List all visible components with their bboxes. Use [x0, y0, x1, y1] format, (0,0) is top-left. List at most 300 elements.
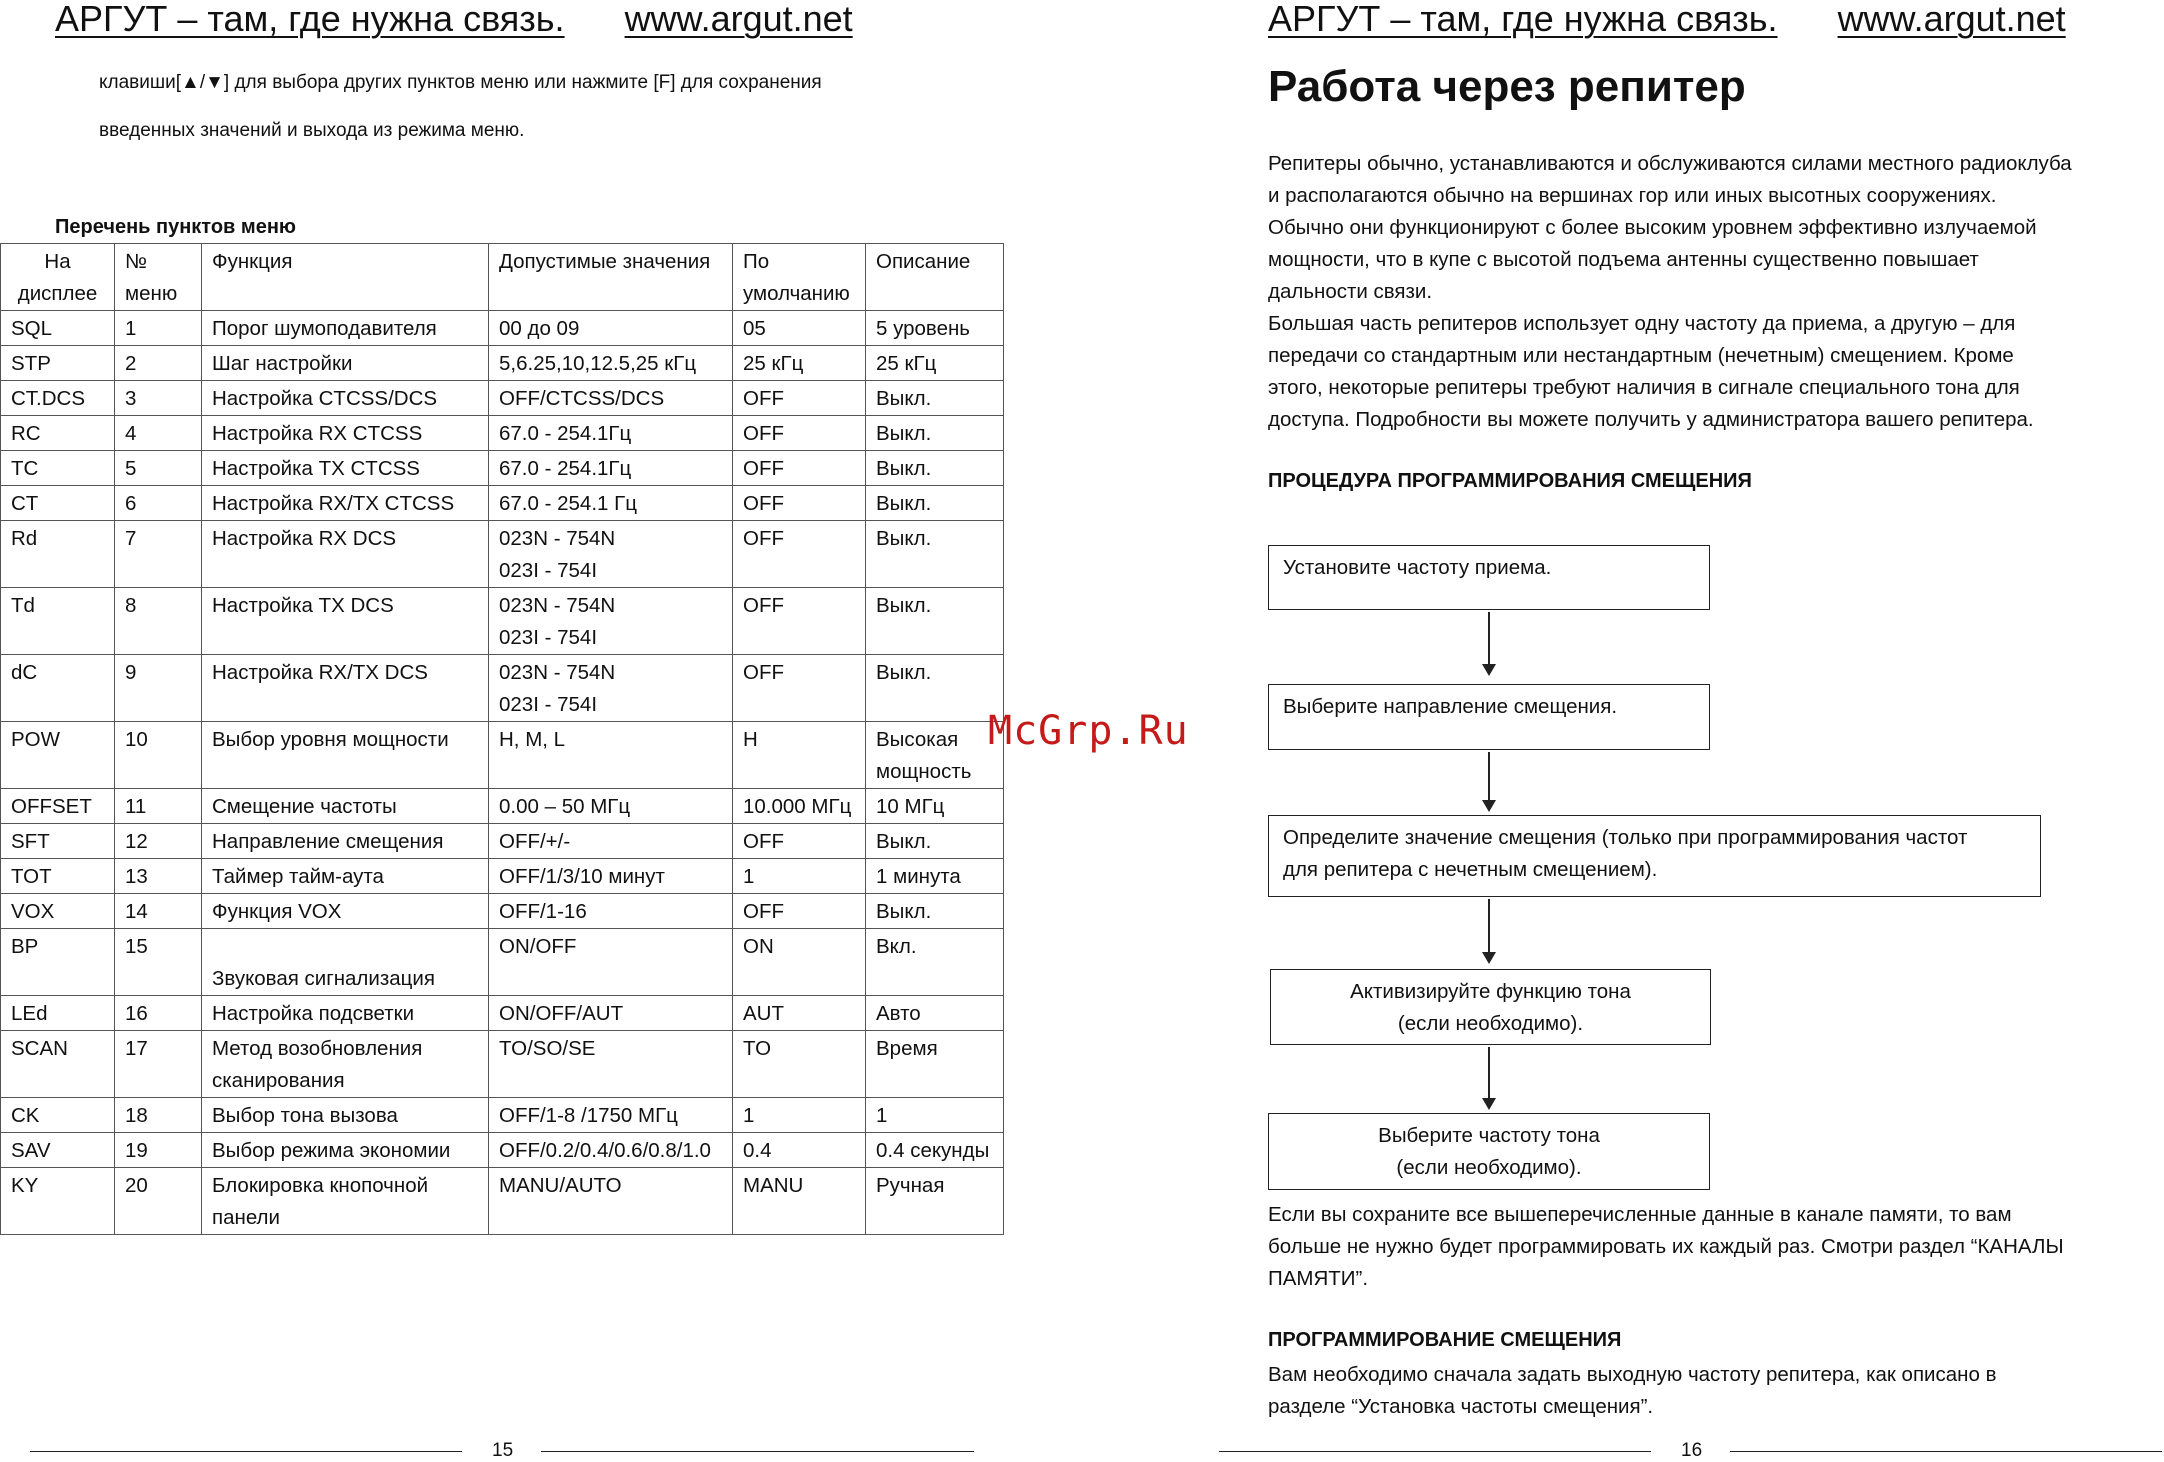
cell-line: ON — [743, 935, 774, 958]
cell-line: 10.000 МГц — [743, 795, 852, 818]
cell-line: OFF — [743, 422, 784, 445]
cell-description — [866, 996, 1004, 1031]
page-number: 15 — [492, 1440, 514, 1461]
cell-default — [733, 1133, 866, 1168]
footer-rule-left — [1219, 1451, 1651, 1452]
cell-default — [733, 722, 866, 789]
cell-line: Выкл. — [876, 492, 932, 515]
menu-list-title: Перечень пунктов меню — [55, 216, 296, 238]
cell-line: мощность — [876, 760, 972, 783]
flow-step-text: Выберите частоту тона — [1378, 1124, 1600, 1147]
cell-values — [489, 521, 733, 588]
cell-line: 14 — [125, 900, 148, 923]
cell-default — [733, 1168, 866, 1235]
column-header — [202, 244, 489, 311]
cell-line: Настройка CTCSS/DCS — [212, 387, 438, 410]
table-row — [1, 894, 1004, 929]
cell-description — [866, 789, 1004, 824]
cell-menu-number — [115, 1031, 202, 1098]
cell-menu-number — [115, 521, 202, 588]
column-header — [733, 244, 866, 311]
cell-values — [489, 1031, 733, 1098]
cell-line: MANU/AUTO — [499, 1174, 622, 1197]
cell-line: 1 минута — [876, 865, 961, 888]
cell-line: 25 кГц — [743, 352, 804, 375]
cell-line: CK — [11, 1104, 40, 1127]
table-row — [1, 521, 1004, 588]
cell-function — [202, 894, 489, 929]
cell-description — [866, 722, 1004, 789]
flow-step-text: (если необходимо). — [1396, 1156, 1582, 1179]
cell-function — [202, 722, 489, 789]
column-header — [866, 244, 1004, 311]
watermark: McGrp.Ru — [988, 708, 1189, 754]
cell-line: Выбор тона вызова — [212, 1104, 398, 1127]
cell-line: 023N - 754N — [499, 594, 616, 617]
cell-function — [202, 311, 489, 346]
cell-line: dC — [11, 661, 38, 684]
footer-rule-right — [541, 1451, 974, 1452]
cell-line: ON/OFF — [499, 935, 577, 958]
cell-line: OFF/CTCSS/DCS — [499, 387, 665, 410]
cell-default — [733, 381, 866, 416]
cell-default — [733, 451, 866, 486]
cell-line: 6 — [125, 492, 137, 515]
table-row — [1, 416, 1004, 451]
cell-function — [202, 381, 489, 416]
cell-description — [866, 894, 1004, 929]
cell-default — [733, 346, 866, 381]
cell-display — [1, 311, 115, 346]
table-row — [1, 451, 1004, 486]
cell-line: 0.4 секунды — [876, 1139, 990, 1162]
cell-line: OFF — [743, 900, 784, 923]
cell-line: На — [44, 250, 71, 273]
cell-default — [733, 486, 866, 521]
table-row — [1, 1168, 1004, 1235]
paragraph-line: мощности, что в купе с высотой подъема антенны существенно повышает — [1268, 248, 1979, 271]
cell-default — [733, 996, 866, 1031]
cell-line: 3 — [125, 387, 137, 410]
flow-arrow — [1488, 612, 1490, 674]
cell-line: Описание — [876, 250, 971, 273]
cell-display — [1, 521, 115, 588]
cell-values — [489, 859, 733, 894]
cell-line: OFF — [743, 492, 784, 515]
cell-menu-number — [115, 1133, 202, 1168]
paragraph-line: Репитеры обычно, устанавливаются и обслуживаются силами местного радиоклуба — [1268, 152, 2072, 175]
cell-line: KY — [11, 1174, 39, 1197]
cell-line: Настройка RX/TX CTCSS — [212, 492, 455, 515]
cell-line: Настройка TX CTCSS — [212, 457, 420, 480]
cell-menu-number — [115, 451, 202, 486]
flow-step-text: Активизируйте функцию тона — [1350, 980, 1631, 1003]
table-row — [1, 486, 1004, 521]
intro-line-1: клавиши[▲/▼] для выбора других пунктов меню или нажмите [F] для сохранения — [99, 72, 822, 93]
cell-line: Настройка RX DCS — [212, 527, 397, 550]
paragraph-line: доступа. Подробности вы можете получить у администратора вашего репитера. — [1268, 408, 2034, 431]
cell-function — [202, 859, 489, 894]
cell-values — [489, 996, 733, 1031]
cell-description — [866, 1031, 1004, 1098]
cell-line: 17 — [125, 1037, 148, 1060]
cell-display — [1, 929, 115, 996]
cell-display — [1, 486, 115, 521]
cell-function — [202, 789, 489, 824]
paragraph-line: этого, некоторые репитеры требуют наличия в сигнале специального тона для — [1268, 376, 2020, 399]
paragraph-line: Большая часть репитеров использует одну частоту да приема, а другую – для — [1268, 312, 2016, 335]
cell-description — [866, 859, 1004, 894]
table-row — [1, 789, 1004, 824]
cell-line: OFF/+/- — [499, 830, 571, 853]
cell-line: SFT — [11, 830, 50, 853]
cell-line: 023I - 754I — [499, 626, 598, 649]
cell-description — [866, 1168, 1004, 1235]
cell-function — [202, 996, 489, 1031]
cell-line: 2 — [125, 352, 137, 375]
cell-line: RC — [11, 422, 41, 445]
cell-line: Настройка RX/TX DCS — [212, 661, 428, 684]
page-header — [55, 0, 853, 38]
cell-line: 67.0 - 254.1 Гц — [499, 492, 637, 515]
cell-line: панели — [212, 1206, 280, 1229]
cell-values — [489, 789, 733, 824]
cell-menu-number — [115, 1168, 202, 1235]
flow-step-text: Выберите направление смещения. — [1283, 695, 1618, 718]
cell-menu-number — [115, 381, 202, 416]
table-row — [1, 824, 1004, 859]
cell-line: № — [125, 250, 147, 273]
cell-line: OFFSET — [11, 795, 92, 818]
cell-line: умолчанию — [743, 282, 850, 305]
footer-rule-left — [30, 1451, 462, 1452]
cell-line: 10 — [125, 728, 148, 751]
cell-line: Выкл. — [876, 594, 932, 617]
cell-line: OFF — [743, 457, 784, 480]
cell-values — [489, 416, 733, 451]
cell-display — [1, 451, 115, 486]
cell-display — [1, 789, 115, 824]
cell-line: 13 — [125, 865, 148, 888]
cell-line: Выкл. — [876, 422, 932, 445]
cell-line: ON/OFF/AUT — [499, 1002, 624, 1025]
cell-line: OFF — [743, 387, 784, 410]
cell-line: сканирования — [212, 1069, 345, 1092]
cell-line: 15 — [125, 935, 148, 958]
cell-function — [202, 1031, 489, 1098]
cell-description — [866, 655, 1004, 722]
cell-line: 67.0 - 254.1Гц — [499, 422, 632, 445]
cell-line: Метод возобновления — [212, 1037, 423, 1060]
cell-menu-number — [115, 655, 202, 722]
column-header — [489, 244, 733, 311]
cell-line: 023I - 754I — [499, 693, 598, 716]
cell-function — [202, 521, 489, 588]
cell-default — [733, 1098, 866, 1133]
cell-line: Функция VOX — [212, 900, 342, 923]
cell-menu-number — [115, 859, 202, 894]
cell-line: SQL — [11, 317, 53, 340]
cell-line: Высокая — [876, 728, 959, 751]
cell-description — [866, 824, 1004, 859]
cell-line: 67.0 - 254.1Гц — [499, 457, 632, 480]
cell-line: VOX — [11, 900, 55, 923]
cell-line: 5 — [125, 457, 137, 480]
paragraph-line: Обычно они функционируют с более высоким уровнем эффективно излучаемой — [1268, 216, 2037, 239]
cell-description — [866, 311, 1004, 346]
cell-values — [489, 588, 733, 655]
paragraph-line: Если вы сохраните все вышеперечисленные данные в канале памяти, то вам — [1268, 1203, 2012, 1226]
cell-display — [1, 655, 115, 722]
cell-description — [866, 381, 1004, 416]
cell-function — [202, 588, 489, 655]
flow-step-1 — [1268, 545, 1710, 610]
cell-line: 19 — [125, 1139, 148, 1162]
cell-line: 5 уровень — [876, 317, 970, 340]
cell-line: Авто — [876, 1002, 921, 1025]
table-row — [1, 859, 1004, 894]
table-row — [1, 1133, 1004, 1168]
page-number: 16 — [1681, 1440, 1703, 1461]
header-text: АРГУТ – там, где нужна связь. — [55, 0, 565, 39]
flow-step-text: Установите частоту приема. — [1283, 556, 1552, 579]
cell-values — [489, 311, 733, 346]
cell-values — [489, 486, 733, 521]
flow-step-text: для репитера с нечетным смещением). — [1283, 858, 1658, 881]
cell-function — [202, 1098, 489, 1133]
cell-line: 023I - 754I — [499, 559, 598, 582]
cell-values — [489, 929, 733, 996]
paragraph-line: передачи со стандартным или нестандартным (нечетным) смещением. Кроме — [1268, 344, 2014, 367]
cell-line: CT — [11, 492, 39, 515]
header-url[interactable]: www.argut.net — [624, 0, 853, 39]
flow-step-5 — [1268, 1113, 1710, 1190]
cell-values — [489, 655, 733, 722]
cell-line: CT.DCS — [11, 387, 86, 410]
section-heading-offset: ПРОГРАММИРОВАНИЕ СМЕЩЕНИЯ — [1268, 1329, 1622, 1351]
cell-line: 11 — [125, 795, 147, 818]
cell-description — [866, 346, 1004, 381]
cell-default — [733, 588, 866, 655]
cell-line: Смещение частоты — [212, 795, 397, 818]
flow-step-2 — [1268, 684, 1710, 750]
cell-values — [489, 1098, 733, 1133]
flow-step-text: Определите значение смещения (только при программирования частот — [1283, 826, 1968, 849]
paragraph-line: Вам необходимо сначала задать выходную частоту репитера, как описано в — [1268, 1363, 1997, 1386]
cell-menu-number — [115, 929, 202, 996]
cell-values — [489, 1168, 733, 1235]
cell-display — [1, 1168, 115, 1235]
cell-default — [733, 655, 866, 722]
cell-line: 10 МГц — [876, 795, 945, 818]
cell-default — [733, 311, 866, 346]
cell-line: 9 — [125, 661, 137, 684]
cell-line: 1 — [743, 865, 755, 888]
paragraph-line: больше не нужно будет программировать их каждый раз. Смотри раздел “КАНАЛЫ — [1268, 1235, 2064, 1258]
cell-line: 023N - 754N — [499, 661, 616, 684]
footer-rule-right — [1730, 1451, 2162, 1452]
cell-description — [866, 521, 1004, 588]
table-row — [1, 996, 1004, 1031]
cell-line: Таймер тайм-аута — [212, 865, 384, 888]
cell-line: H, M, L — [499, 728, 566, 751]
cell-line: Порог шумоподавителя — [212, 317, 437, 340]
table-row — [1, 588, 1004, 655]
cell-line: По — [743, 250, 770, 273]
cell-values — [489, 381, 733, 416]
cell-line: 0.4 — [743, 1139, 772, 1162]
cell-menu-number — [115, 311, 202, 346]
cell-line: Настройка RX CTCSS — [212, 422, 423, 445]
cell-line: STP — [11, 352, 51, 375]
cell-description — [866, 1098, 1004, 1133]
flow-arrow — [1488, 899, 1490, 962]
cell-line: Ручная — [876, 1174, 945, 1197]
cell-line: Время — [876, 1037, 938, 1060]
header-url[interactable]: www.argut.net — [1837, 0, 2066, 39]
cell-default — [733, 824, 866, 859]
cell-line: Функция — [212, 250, 293, 273]
cell-line: 18 — [125, 1104, 148, 1127]
cell-default — [733, 789, 866, 824]
cell-line: 0.00 – 50 МГц — [499, 795, 631, 818]
table-row — [1, 311, 1004, 346]
cell-function — [202, 416, 489, 451]
cell-default — [733, 1031, 866, 1098]
cell-line: Td — [11, 594, 35, 617]
cell-line: Направление смещения — [212, 830, 444, 853]
cell-line: меню — [125, 282, 178, 305]
cell-line: Выкл. — [876, 387, 932, 410]
cell-line: SAV — [11, 1139, 51, 1162]
cell-line: BP — [11, 935, 39, 958]
table-header-row — [1, 244, 1004, 311]
cell-line: H — [743, 728, 758, 751]
cell-description — [866, 416, 1004, 451]
cell-line: Вкл. — [876, 935, 917, 958]
cell-line: Звуковая сигнализация — [212, 967, 435, 990]
cell-line: OFF — [743, 661, 784, 684]
intro-paragraph — [1268, 148, 2148, 436]
table-row — [1, 655, 1004, 722]
cell-line: OFF/0.2/0.4/0.6/0.8/1.0 — [499, 1139, 711, 1162]
cell-values — [489, 824, 733, 859]
cell-function — [202, 1168, 489, 1235]
cell-default — [733, 859, 866, 894]
cell-line: Блокировка кнопочной — [212, 1174, 429, 1197]
page-header — [1268, 0, 2066, 38]
cell-line: 023N - 754N — [499, 527, 616, 550]
cell-line: TOT — [11, 865, 52, 888]
cell-line: 7 — [125, 527, 137, 550]
cell-line: Rd — [11, 527, 38, 550]
cell-menu-number — [115, 722, 202, 789]
cell-default — [733, 521, 866, 588]
cell-line: 20 — [125, 1174, 148, 1197]
cell-line: Допустимые значения — [499, 250, 711, 273]
cell-default — [733, 929, 866, 996]
cell-menu-number — [115, 588, 202, 655]
intro-line-2: введенных значений и выхода из режима меню. — [99, 120, 525, 141]
cell-values — [489, 346, 733, 381]
cell-line: Выкл. — [876, 661, 932, 684]
menu-items-table — [0, 243, 1004, 1235]
column-header — [1, 244, 115, 311]
cell-line: TO — [743, 1037, 772, 1060]
cell-display — [1, 894, 115, 929]
cell-display — [1, 588, 115, 655]
cell-description — [866, 1133, 1004, 1168]
cell-default — [733, 894, 866, 929]
table-row — [1, 346, 1004, 381]
cell-line: 00 до 09 — [499, 317, 580, 340]
cell-line: 5,6.25,10,12.5,25 кГц — [499, 352, 697, 375]
table-row — [1, 1098, 1004, 1133]
cell-display — [1, 859, 115, 894]
flow-arrow — [1488, 752, 1490, 810]
cell-menu-number — [115, 1098, 202, 1133]
cell-line: 12 — [125, 830, 148, 853]
cell-line: OFF — [743, 830, 784, 853]
cell-line: 05 — [743, 317, 766, 340]
cell-line: Выкл. — [876, 457, 932, 480]
cell-line: 4 — [125, 422, 137, 445]
cell-display — [1, 381, 115, 416]
cell-line: SCAN — [11, 1037, 68, 1060]
cell-line: OFF — [743, 594, 784, 617]
cell-line: OFF — [743, 527, 784, 550]
paragraph-line: разделе “Установка частоты смещения”. — [1268, 1395, 1654, 1418]
page-left — [0, 0, 1082, 1460]
cell-line: Выбор режима экономии — [212, 1139, 451, 1162]
cell-display — [1, 1031, 115, 1098]
cell-values — [489, 894, 733, 929]
cell-line: Настройка подсветки — [212, 1002, 415, 1025]
cell-function — [202, 346, 489, 381]
flow-arrow — [1488, 1047, 1490, 1108]
cell-values — [489, 722, 733, 789]
cell-display — [1, 824, 115, 859]
cell-default — [733, 416, 866, 451]
cell-line: дисплее — [17, 282, 98, 305]
table-row — [1, 1031, 1004, 1098]
cell-description — [866, 486, 1004, 521]
cell-line: OFF/1-16 — [499, 900, 587, 923]
cell-description — [866, 929, 1004, 996]
cell-values — [489, 1133, 733, 1168]
table-row — [1, 929, 1004, 996]
section-heading-procedure: ПРОЦЕДУРА ПРОГРАММИРОВАНИЯ СМЕЩЕНИЯ — [1268, 470, 1752, 492]
cell-display — [1, 1133, 115, 1168]
cell-line: Шаг настройки — [212, 352, 353, 375]
cell-menu-number — [115, 894, 202, 929]
memory-paragraph — [1268, 1199, 2148, 1295]
cell-function — [202, 929, 489, 996]
paragraph-line: и располагаются обычно на вершинах гор или иных высотных сооружениях. — [1268, 184, 1997, 207]
cell-display — [1, 346, 115, 381]
paragraph-line: ПАМЯТИ”. — [1268, 1267, 1369, 1290]
page-right — [1082, 0, 2164, 1460]
cell-line: TC — [11, 457, 39, 480]
cell-line: 25 кГц — [876, 352, 937, 375]
table-row — [1, 381, 1004, 416]
cell-line: 1 — [876, 1104, 888, 1127]
cell-line: Выкл. — [876, 527, 932, 550]
cell-line: LEd — [11, 1002, 48, 1025]
cell-menu-number — [115, 789, 202, 824]
cell-menu-number — [115, 996, 202, 1031]
paragraph-line: дальности связи. — [1268, 280, 1433, 303]
